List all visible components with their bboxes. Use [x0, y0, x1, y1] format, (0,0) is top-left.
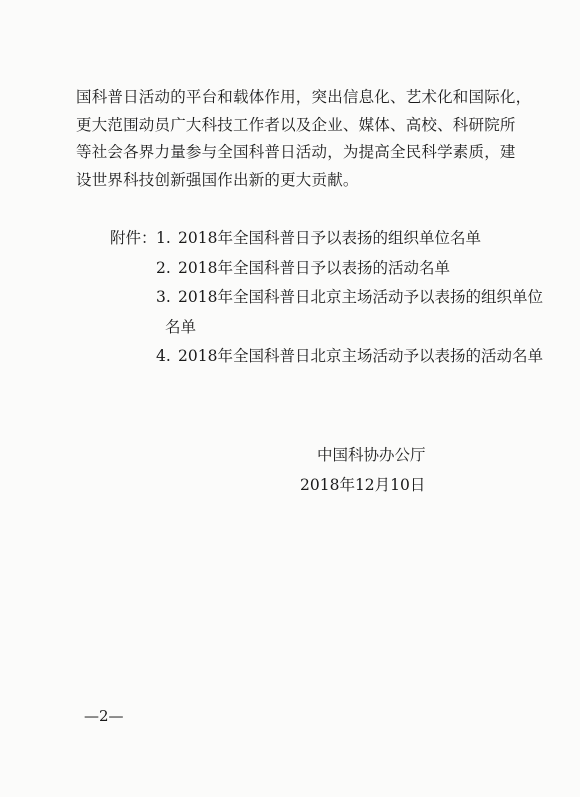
body-line: 更大范围动员广大科技工作者以及企业、媒体、高校、科研院所 — [76, 115, 516, 134]
body-line: 设世界科技创新强国作出新的更大贡献。 — [76, 170, 359, 189]
attachment-item-1 — [110, 224, 530, 254]
attachment-number: 1. — [156, 229, 171, 247]
attachment-title: 2018年全国科普日予以表扬的组织单位名单 — [178, 229, 481, 247]
issue-date: 2018年12月10日 — [300, 476, 426, 494]
attachment-item-4 — [110, 342, 543, 372]
body-line: 国科普日活动的平台和载体作用，突出信息化、艺术化和国际化， — [76, 88, 532, 106]
attachment-title: 2018年全国科普日北京主场活动予以表扬的组织单位 — [178, 288, 543, 306]
body-line: 等社会各界力量参与全国科普日活动，为提高全民科学素质，建 — [76, 143, 516, 161]
page-number: —2— — [84, 707, 124, 725]
issuing-organization: 中国科协办公厅 — [317, 446, 426, 464]
attachment-title-continuation: 名单 — [165, 317, 197, 336]
attachment-title: 2018年全国科普日北京主场活动予以表扬的活动名单 — [178, 347, 543, 365]
body-paragraph — [76, 84, 532, 194]
attachment-number: 2. — [156, 258, 171, 277]
attachment-item-2 — [110, 254, 530, 284]
attachment-title: 2018年全国科普日予以表扬的活动名单 — [178, 258, 450, 277]
signature-block — [300, 440, 500, 500]
attachment-item-3 — [110, 283, 543, 313]
attachment-number: 3. — [156, 288, 171, 306]
attachments-label: 附件： — [110, 229, 157, 247]
attachment-item-3-continuation — [110, 313, 530, 343]
attachment-number: 4. — [156, 347, 171, 365]
attachments-list — [110, 224, 543, 372]
